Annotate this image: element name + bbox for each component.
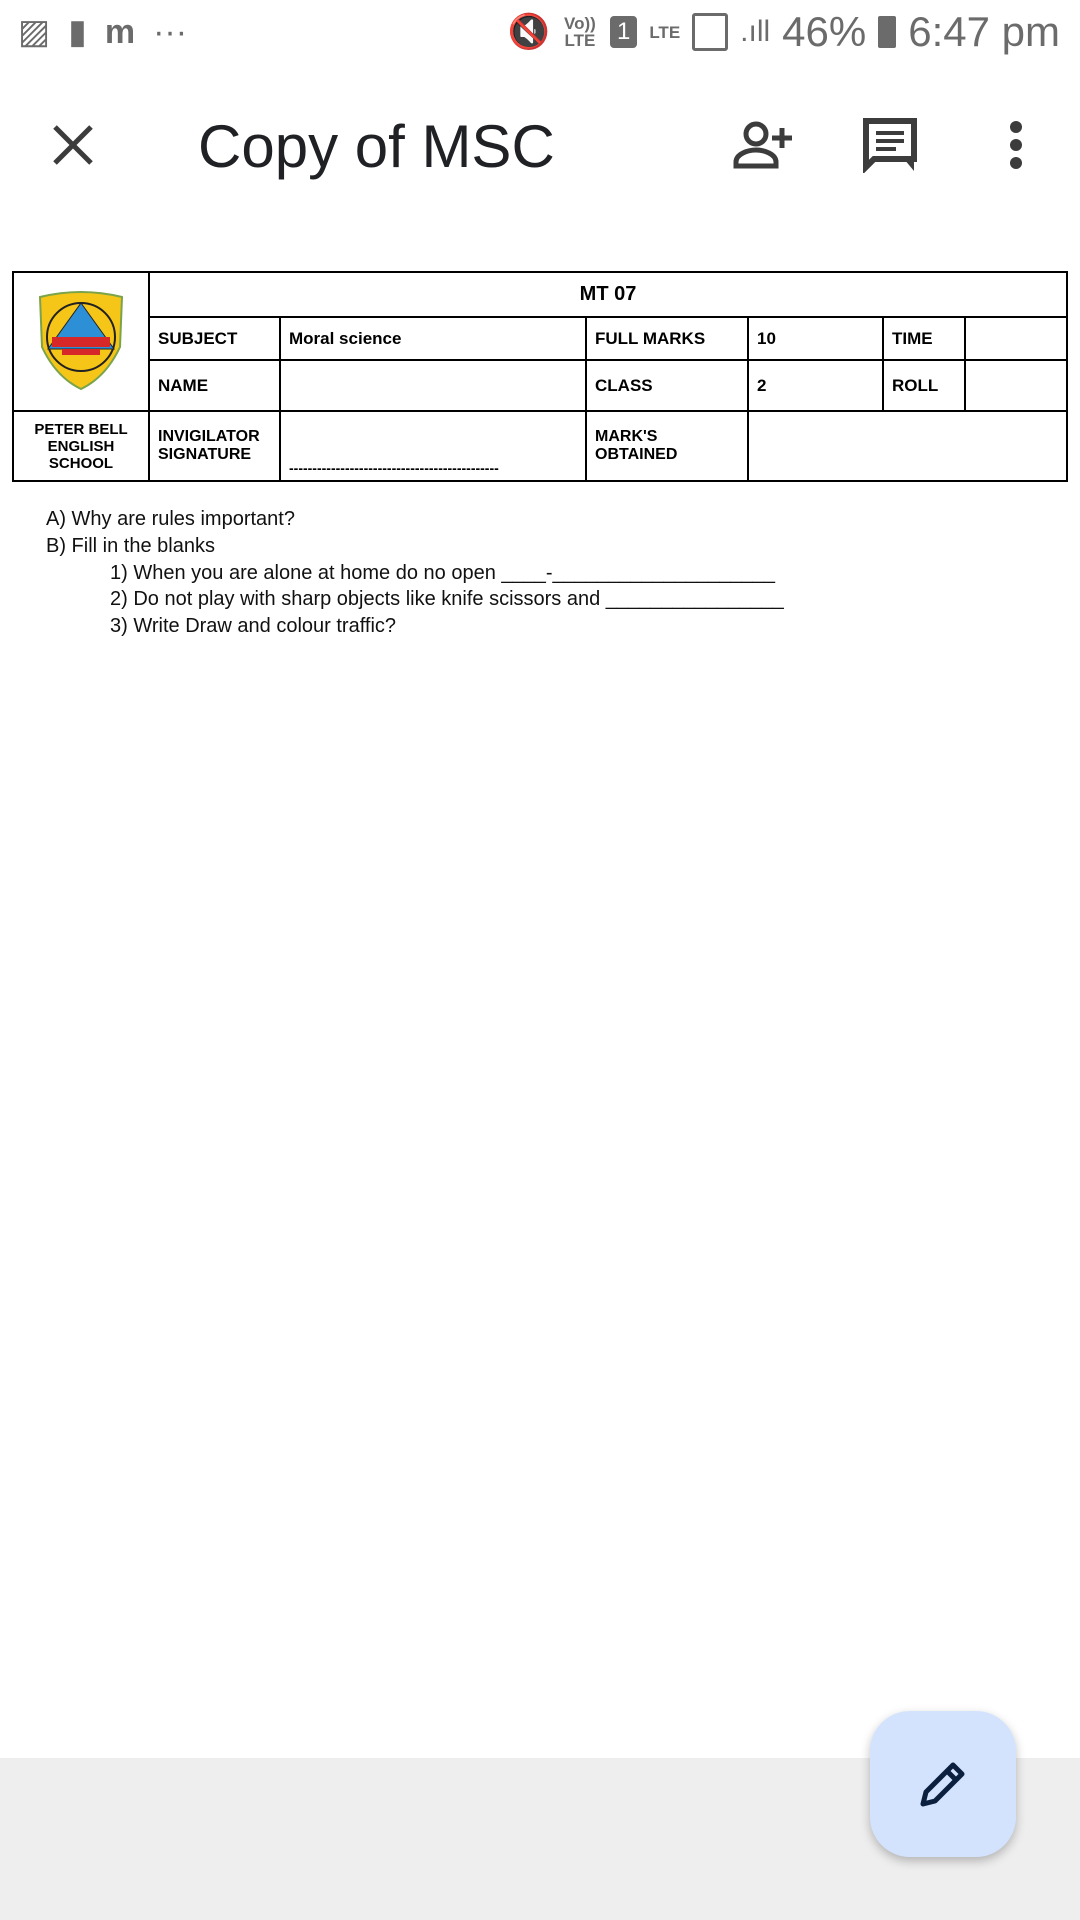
class-value: 2 — [748, 360, 883, 411]
school-logo-cell — [13, 272, 149, 411]
marks-obtained-label: MARK'S OBTAINED — [586, 411, 748, 481]
test-code: MT 07 — [149, 272, 1067, 317]
gallery-icon: ▨ — [18, 13, 51, 51]
close-button[interactable] — [38, 110, 108, 180]
invigilator-label: INVIGILATOR SIGNATURE — [149, 411, 280, 481]
subject-label: SUBJECT — [149, 317, 280, 360]
share-button[interactable] — [729, 110, 799, 180]
subject-value: Moral science — [280, 317, 586, 360]
more-options-button[interactable] — [981, 110, 1051, 180]
comments-button[interactable] — [855, 110, 925, 180]
signal-icon — [692, 13, 728, 51]
battery-percent: 46% — [782, 8, 867, 55]
person-add-icon — [732, 120, 796, 170]
clock: 6:47 pm — [908, 8, 1060, 55]
signal-bars-icon: .ıll — [740, 15, 771, 48]
question-b: B) Fill in the blanks — [46, 535, 215, 557]
roll-label: ROLL — [883, 360, 965, 411]
school-name: PETER BELL ENGLISH SCHOOL — [13, 411, 149, 481]
question-b3: 3) Write Draw and colour traffic? — [110, 615, 397, 637]
full-marks-label: FULL MARKS — [586, 317, 748, 360]
status-bar — [0, 0, 1080, 64]
edit-button[interactable] — [870, 1711, 1016, 1857]
app-bar — [0, 90, 1080, 200]
full-marks-value: 10 — [748, 317, 883, 360]
sim-icon: 1 — [610, 16, 637, 48]
class-label: CLASS — [586, 360, 748, 411]
question-b1: 1) When you are alone at home do no open ____-____________________ — [110, 562, 775, 584]
book-icon: ▮ — [68, 13, 87, 51]
pencil-icon — [917, 1758, 969, 1810]
name-value — [280, 360, 586, 411]
roll-value — [965, 360, 1067, 411]
question-b2: 2) Do not play with sharp objects like knife scissors and ________________ — [110, 588, 784, 610]
m-app-icon: m — [104, 12, 136, 51]
question-a: A) Why are rules important? — [46, 508, 295, 530]
comment-icon — [862, 117, 918, 173]
time-value — [965, 317, 1067, 360]
more-notifications-icon: ··· — [153, 12, 188, 51]
battery-icon — [878, 16, 896, 48]
signature-line: --------------------------------------------- — [280, 411, 586, 481]
marks-obtained-value — [748, 411, 1067, 481]
name-label: NAME — [149, 360, 280, 411]
more-vert-icon — [1008, 120, 1024, 170]
close-icon — [51, 123, 95, 167]
school-logo — [36, 287, 126, 391]
exam-header-table — [12, 271, 1068, 482]
volte-icon: Vo)) LTE — [564, 14, 596, 50]
mute-icon: 🔇 — [507, 13, 550, 51]
document-title: Copy of MSC — [198, 113, 555, 180]
lte-icon: LTE — [649, 22, 681, 42]
time-label: TIME — [883, 317, 965, 360]
